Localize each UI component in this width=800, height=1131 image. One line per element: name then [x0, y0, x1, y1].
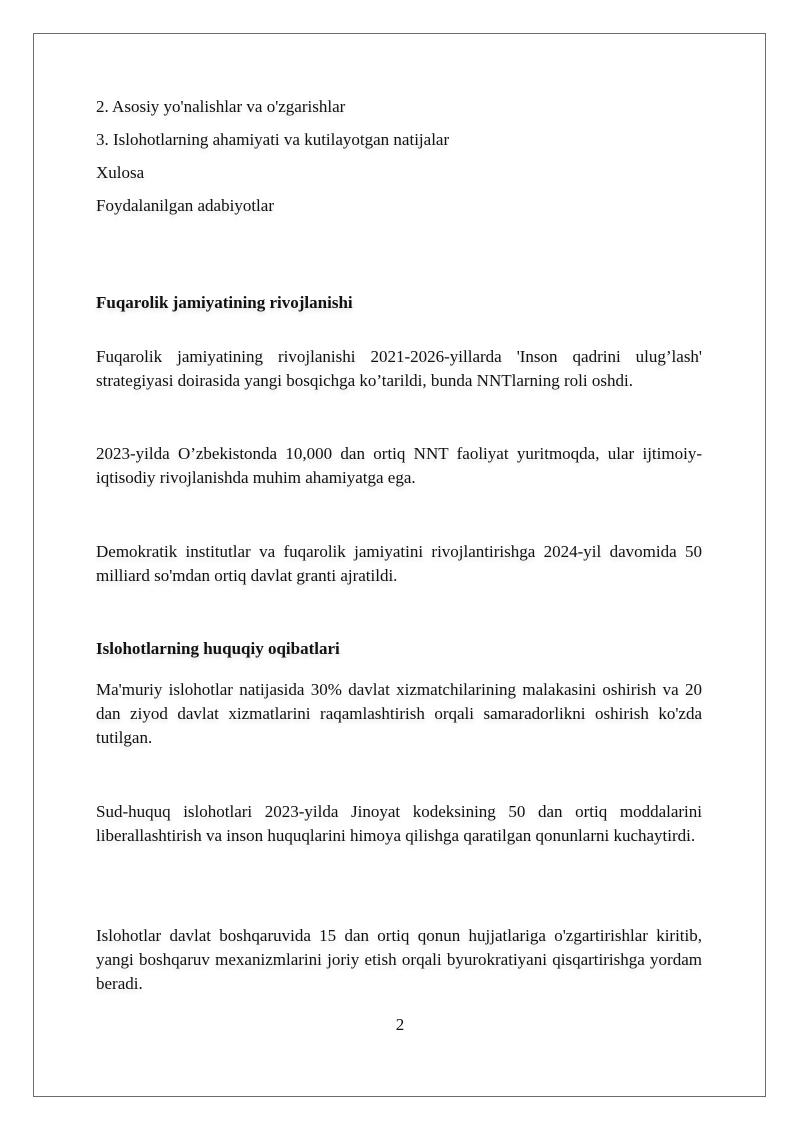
toc-item: Foydalanilgan adabiyotlar: [96, 196, 274, 215]
section-heading: Islohotlarning huquqiy oqibatlari: [96, 639, 340, 658]
paragraph: Islohotlar davlat boshqaruvida 15 dan ortiq qonun hujjatlariga o'zgartirishlar kiritib, yangi boshqaruv mexanizmlarini joriy etish orqali byurokratiyani qisqartirishga yordam beradi.: [96, 926, 702, 993]
paragraph: Fuqarolik jamiyatining rivojlanishi 2021-2026-yillarda 'Inson qadrini ulug’lash' strategiyasi doirasida yangi bosqichga ko’tarildi, bunda NNTlarning roli oshdi.: [96, 347, 702, 390]
paragraph: Ma'muriy islohotlar natijasida 30% davlat xizmatchilarining malakasini oshirish va 20 dan ziyod davlat xizmatlarini raqamlashtirish orqali samaradorlikni oshirish ko'zda tutilgan.: [96, 680, 702, 747]
toc-item: Xulosa: [96, 163, 145, 182]
section-heading: Fuqarolik jamiyatining rivojlanishi: [96, 293, 353, 312]
page-number: 2: [395, 1015, 405, 1034]
paragraph: Demokratik institutlar va fuqarolik jamiyatini rivojlantirishga 2024-yil davomida 50 milliard so'mdan ortiq davlat granti ajratildi.: [96, 542, 702, 585]
toc-item: 2. Asosiy yo'nalishlar va o'zgarishlar: [96, 97, 346, 116]
paragraph: 2023-yilda O’zbekistonda 10,000 dan ortiq NNT faoliyat yuritmoqda, ular ijtimoiy-iqtisodiy rivojlanishda muhim ahamiyatga ega.: [96, 444, 702, 487]
paragraph: Sud-huquq islohotlari 2023-yilda Jinoyat kodeksining 50 dan ortiq moddalarini liberallashtirish va inson huquqlarini himoya qilishga qaratilgan qonunlarni kuchaytirdi.: [96, 802, 702, 845]
toc-item: 3. Islohotlarning ahamiyati va kutilayotgan natijalar: [96, 130, 450, 149]
